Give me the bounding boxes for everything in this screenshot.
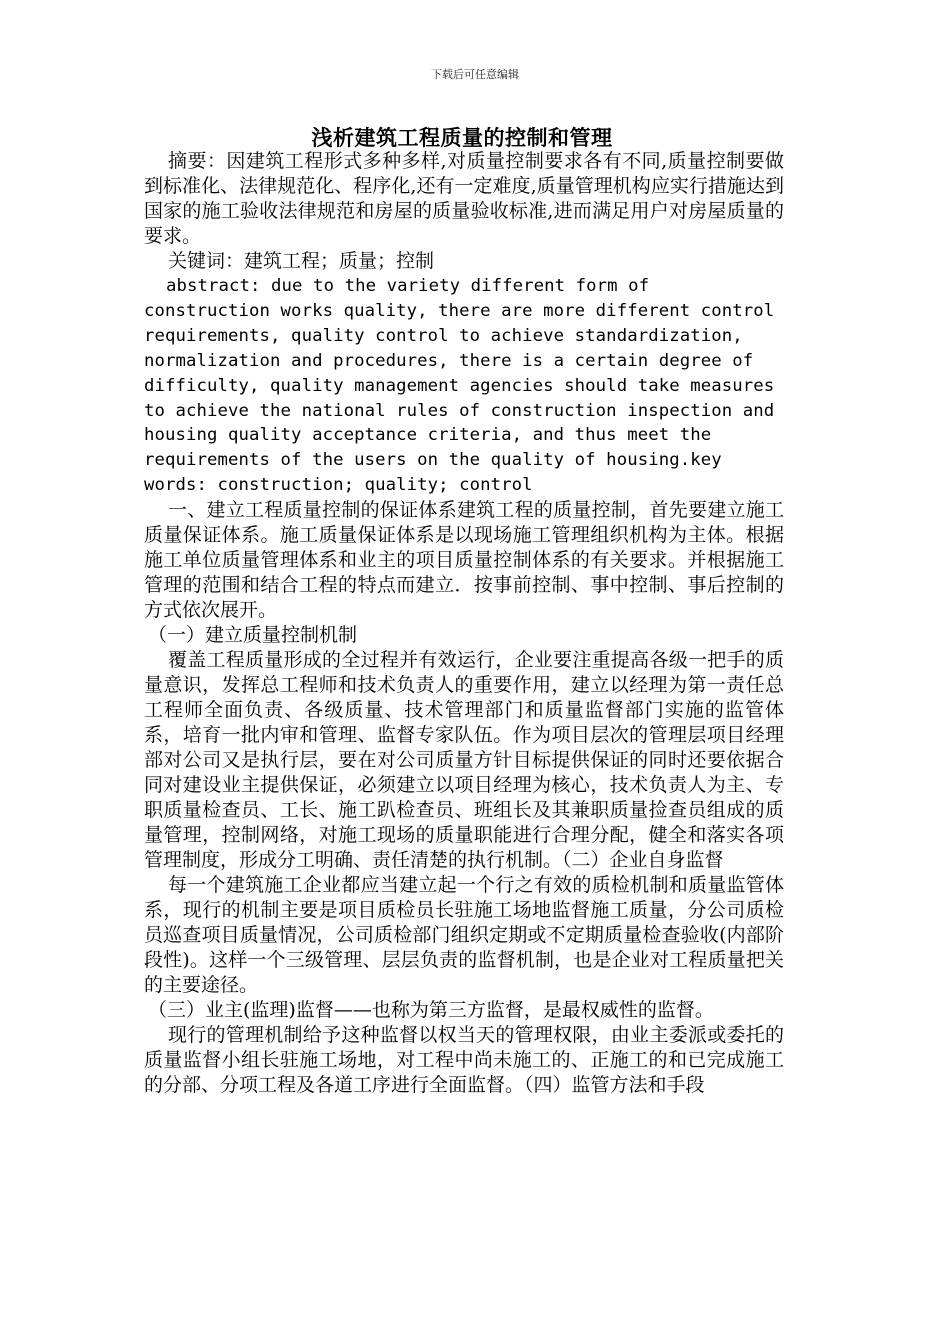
self-supervision-paragraph: 每一个建筑施工企业都应当建立起一个行之有效的质检机制和质量监管体系，现行的机制主要是项目质检员长驻施工场地监督施工质量，分公司质检员巡查项目质量情况，公司质检部门组织定期或不定期质量检查验收(内部阶段性)。这样一个三级管理、层层负责的监督机制，也是企业对工程质量把关的主要途径。	[144, 874, 784, 997]
document-title: 浅析建筑工程质量的控制和管理	[311, 126, 613, 150]
section-one-paragraph: 一、建立工程质量控制的保证体系建筑工程的质量控制，首先要建立施工质量保证体系。施工质量保证体系是以现场施工管理组织机构为主体。根据施工单位质量管理体系和业主的项目质量控制体系的有关要求。并根据施工管理的范围和结合工程的特点而建立．按事前控制、事中控制、事后控制的方式依次展开。	[144, 499, 784, 622]
quality-mechanism-paragraph: 覆盖工程质量形成的全过程并有效运行，企业要注重提高各级一把手的质量意识，发挥总工程师和技术负责人的重要作用，建立以经理为第一责任总工程师全面负责、各级质量、技术管理部门和质量监督部门实施的监管体系，培育一批内审和管理、监督专家队伍。作为项目层次的管理层项目经理部对公司又是执行层，要在对公司质量方针目标提供保证的同时还要依据合同对建设业主提供保证，必须建立以项目经理为核心，技术负责人为主、专职质量检查员、工长、施工趴检查员、班组长及其兼职质量捡查员组成的质量管理，控制网络，对施工现场的质量职能进行合理分配，健全和落实各项管理制度，形成分工明确、责任清楚的执行机制。（二）企业自身监督	[144, 649, 784, 872]
summary-paragraph: 摘要：因建筑工程形式多种多样,对质量控制要求各有不同,质量控制要做到标准化、法律规范化、程序化,还有一定难度,质量管理机构应实行措施达到国家的施工验收法律规范和房屋的质量验收标准,进而满足用户对房屋质量的要求。	[144, 150, 784, 247]
abstract-paragraph: abstract: due to the variety different form of construction works quality, there are more different control requirements, quality control to achieve standardization, normalization and procedures, there is a certain degree of difficulty, quality management agencies should take measures to achieve the national rules of construction inspection and housing quality acceptance criteria, and thus meet the requirements of the users on the quality of housing.key words: construction; quality; control	[144, 276, 775, 496]
document-body	[144, 149, 784, 1098]
page-header-note: 下载后可任意编辑	[431, 68, 519, 81]
subheading-three: （三）业主(监理)监督——也称为第三方监督，是最权威性的监督。	[148, 999, 714, 1022]
keywords-paragraph: 关键词：建筑工程；质量；控制	[168, 250, 435, 272]
subheading-one: （一）建立质量控制机制	[148, 624, 358, 647]
owner-supervision-paragraph: 现行的管理机制给予这种监督以权当天的管理权限，由业主委派或委托的质量监督小组长驻施工场地，对工程中尚未施工的、正施工的和已完成施工的分部、分项工程及各道工序进行全面监督。（四）监管方法和手段	[144, 1024, 784, 1097]
